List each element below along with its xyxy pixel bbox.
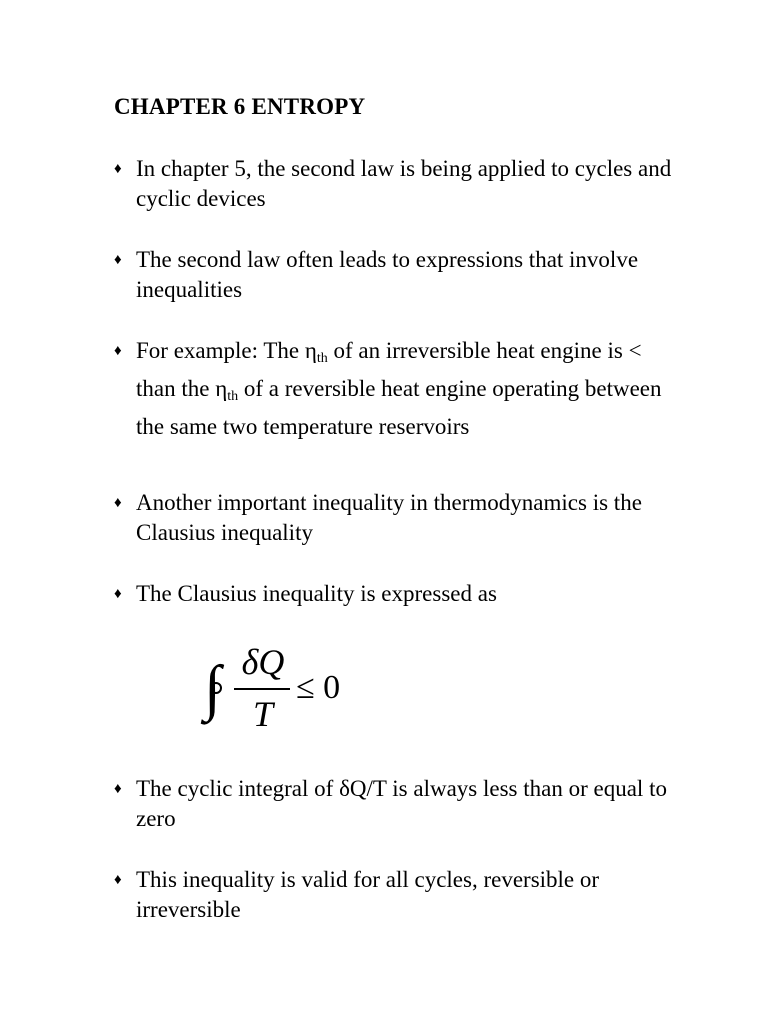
- bullet-item: [114, 488, 674, 548]
- diamond-bullet-icon: ♦: [114, 495, 122, 511]
- diamond-bullet-icon: ♦: [114, 872, 122, 888]
- cyclic-integral-circle: [210, 682, 222, 694]
- bullet-text: [114, 336, 674, 442]
- diamond-bullet-icon: ♦: [114, 161, 122, 177]
- formula-numerator: δQ: [241, 642, 285, 682]
- bullet-text-part: of a reversible heat engine operating between the same two temperature reservoirs: [136, 376, 662, 439]
- bullet-text: This inequality is valid for all cycles, reversible or irreversible: [136, 867, 600, 922]
- diamond-bullet-icon: ♦: [114, 586, 122, 602]
- diamond-bullet-icon: ♦: [114, 252, 122, 268]
- bullet-text: The cyclic integral of δQ/T is always less than or equal to zero: [136, 776, 667, 831]
- bullet-item: [114, 336, 674, 442]
- subscript: th: [316, 351, 328, 366]
- subscript: th: [227, 389, 239, 404]
- diamond-bullet-icon: ♦: [114, 781, 122, 797]
- cyclic-integral-symbol: ∫: [204, 654, 221, 722]
- fraction-bar: [234, 688, 290, 690]
- bullet-text-part: of an irreversible heat engine is < than the η: [136, 338, 642, 401]
- bullet-item: [114, 865, 674, 925]
- bullet-text: In chapter 5, the second law is being applied to cycles and cyclic devices: [136, 156, 672, 211]
- formula-relation: ≤ 0: [296, 669, 341, 706]
- chapter-title: CHAPTER 6 ENTROPY: [114, 94, 366, 119]
- clausius-inequality-formula: [204, 640, 364, 750]
- bullet-item: [114, 154, 674, 214]
- bullet-text: The second law often leads to expressions that involve inequalities: [136, 247, 639, 302]
- bullet-item: [114, 774, 674, 834]
- bullet-text: Another important inequality in thermodynamics is the Clausius inequality: [136, 490, 642, 545]
- formula-denominator: T: [252, 694, 274, 734]
- bullet-text-part: For example: The η: [136, 338, 317, 363]
- bullet-item: [114, 245, 674, 305]
- bullet-item: [114, 579, 674, 609]
- bullet-text: The Clausius inequality is expressed as: [136, 581, 497, 606]
- diamond-bullet-icon: ♦: [114, 343, 122, 359]
